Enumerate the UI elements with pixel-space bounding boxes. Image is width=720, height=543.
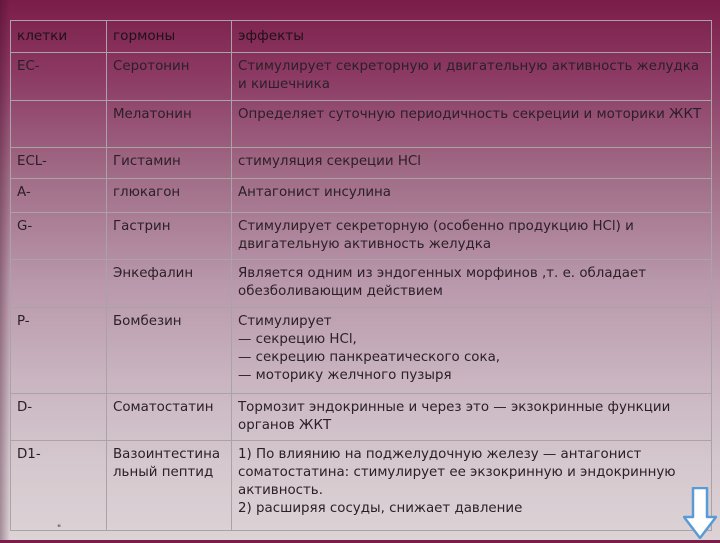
hormone-name: Гистамин (107, 148, 232, 179)
hormone-effect: Стимулирует секреторную (особенно продукцию HCl) и двигательную активность желудка (232, 213, 712, 260)
table-row (11, 53, 712, 101)
cell-type: D- (11, 394, 107, 441)
cell-type (11, 101, 107, 148)
hormone-effect: стимуляция секреции HCl (232, 148, 712, 179)
cell-type (11, 260, 107, 308)
cell-type: P- (11, 308, 107, 394)
header-effects: эффекты (232, 21, 712, 53)
table-row (11, 394, 712, 441)
table-row (11, 441, 712, 531)
hormone-name: Энкефалин (107, 260, 232, 308)
table-row (11, 213, 712, 260)
arrow-down-icon (683, 487, 717, 539)
table-header-row (11, 21, 712, 53)
footer-mark: " (57, 524, 62, 534)
hormone-name: глюкагон (107, 179, 232, 213)
slide-edge-shadow (0, 0, 10, 540)
hormone-effect: Стимулирует секреторную и двигательную активность желудка и кишечника (232, 53, 712, 101)
hormone-effect: Антагонист инсулина (232, 179, 712, 213)
table-row (11, 148, 712, 179)
table-row (11, 308, 712, 394)
hormone-effect: Тормозит эндокринные и через это — экзокринные функции органов ЖКТ (232, 394, 712, 441)
header-cells: клетки (11, 21, 107, 53)
hormone-name: Гастрин (107, 213, 232, 260)
next-slide-button[interactable] (683, 487, 717, 539)
hormone-name: Бомбезин (107, 308, 232, 394)
hormone-effect: Определяет суточную периодичность секреции и моторики ЖКТ (232, 101, 712, 148)
hormone-effect: Стимулирует — секрецию HCl, — секрецию панкреатического сока, — моторику желчного пузыря (232, 308, 712, 394)
cell-type: ECL- (11, 148, 107, 179)
header-hormones: гормоны (107, 21, 232, 53)
cell-type: A- (11, 179, 107, 213)
cell-type: EC- (11, 53, 107, 101)
table-row (11, 179, 712, 213)
hormone-table (10, 20, 712, 531)
hormone-name: Вазоинтестина льный пептид (107, 441, 232, 531)
hormone-name: Мелатонин (107, 101, 232, 148)
table-row (11, 260, 712, 308)
cell-type: D1- (11, 441, 107, 531)
cell-type: G- (11, 213, 107, 260)
hormone-name: Соматостатин (107, 394, 232, 441)
hormone-effect: Является одним из эндогенных морфинов ,т. е. обладает обезболивающим действием (232, 260, 712, 308)
hormone-effect: 1) По влиянию на поджелудочную железу — антагонист соматостатина: стимулирует ее экзокринную и эндокринную активность. 2) расширяя сосуды, снижает давление (232, 441, 712, 531)
hormone-name: Серотонин (107, 53, 232, 101)
table-row (11, 101, 712, 148)
